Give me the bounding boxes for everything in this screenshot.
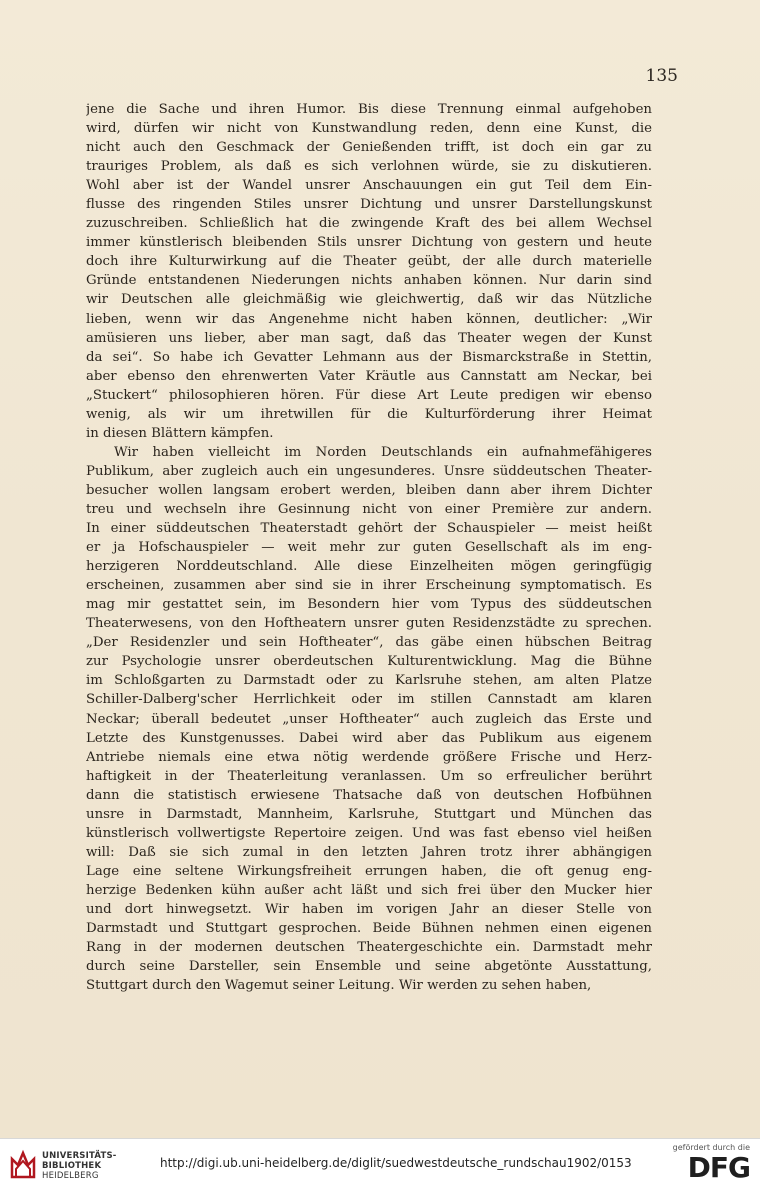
text-line: Theaterwesens, von den Hoftheatern unsrer guten Residenzstädte zu sprechen. bbox=[86, 616, 652, 632]
text-line: will: Daß sie sich zumal in den letzten Jahren trotz ihrer abhängigen bbox=[86, 844, 652, 860]
library-name-line: HEIDELBERG bbox=[42, 1171, 99, 1181]
funding-note: gefördert durch die bbox=[672, 1143, 750, 1152]
text-line: mag mir gestattet sein, im Besondern hier vom Typus des süddeutschen bbox=[86, 597, 652, 613]
text-line: amüsieren uns lieber, aber man sagt, daß das Theater wegen der Kunst bbox=[86, 330, 652, 346]
text-line: Stuttgart durch den Wagemut seiner Leitung. Wir werden zu sehen haben, bbox=[86, 978, 592, 994]
text-line: Publikum, aber zugleich auch ein ungesunderes. Unsre süddeutschen Theater- bbox=[86, 463, 652, 479]
funder-credit bbox=[650, 1143, 750, 1187]
text-line: treu und wechseln ihre Gesinnung nicht von einer Première zur andern. bbox=[86, 501, 652, 517]
text-line: Antriebe niemals eine etwa nötig werdende größere Frische und Herz- bbox=[86, 749, 652, 765]
paragraph bbox=[86, 100, 652, 443]
text-line: doch ihre Kulturwirkung auf die Theater geübt, der alle durch materielle bbox=[86, 254, 652, 270]
text-line: besucher wollen langsam erobert werden, bleiben dann aber ihrem Dichter bbox=[86, 482, 652, 498]
dfg-logo[interactable]: DFG bbox=[687, 1151, 750, 1184]
text-line: Neckar; überall bedeutet „unser Hoftheater“ auch zugleich das Erste und bbox=[86, 711, 652, 727]
text-line: lieben, wenn wir das Angenehme nicht haben können, deutlicher: „Wir bbox=[86, 311, 652, 327]
text-line: zur Psychologie unsrer oberdeutschen Kulturentwicklung. Mag die Bühne bbox=[86, 654, 652, 670]
text-line: nicht auch den Geschmack der Genießenden trifft, ist doch ein gar zu bbox=[86, 140, 652, 156]
text-line: er ja Hofschauspieler — weit mehr zur guten Gesellschaft als im eng- bbox=[86, 540, 652, 556]
text-line: und dort hinwegsetzt. Wir haben im vorigen Jahr an dieser Stelle von bbox=[86, 901, 652, 917]
page-number: 135 bbox=[645, 66, 678, 86]
text-line: „Stuckert“ philosophieren hören. Für diese Art Leute predigen wir ebenso bbox=[86, 387, 652, 403]
text-line: herzigeren Norddeutschland. Alle diese Einzelheiten mögen geringfügig bbox=[86, 559, 652, 575]
text-line: Wohl aber ist der Wandel unsrer Anschauungen ein gut Teil dem Ein- bbox=[86, 178, 652, 194]
text-line: „Der Residenzler und sein Hoftheater“, das gäbe einen hübschen Beitrag bbox=[86, 635, 652, 651]
text-line: jene die Sache und ihren Humor. Bis diese Trennung einmal aufgehoben bbox=[86, 102, 652, 117]
library-name bbox=[42, 1151, 117, 1181]
paragraph bbox=[86, 443, 652, 995]
text-line: In einer süddeutschen Theaterstadt gehört der Schauspieler — meist heißt bbox=[86, 521, 652, 537]
text-line: immer künstlerisch bleibenden Stils unsrer Dichtung von gestern und heute bbox=[86, 235, 652, 251]
text-line: Letzte des Kunstgenusses. Dabei wird aber das Publikum aus eigenem bbox=[86, 730, 652, 746]
text-line: herzige Bedenken kühn außer acht läßt und sich frei über den Mucker hier bbox=[86, 882, 652, 898]
text-line: trauriges Problem, als daß es sich verlohnen würde, sie zu diskutieren. bbox=[86, 159, 652, 175]
text-line: wird, dürfen wir nicht von Kunstwandlung reden, denn eine Kunst, die bbox=[86, 121, 652, 137]
library-name-line: UNIVERSITÄTS- bbox=[42, 1151, 117, 1161]
text-line: wenig, als wir um ihretwillen für die Kulturförderung ihrer Heimat bbox=[86, 406, 652, 422]
text-line: Lage eine seltene Wirkungsfreiheit errungen haben, die oft genug eng- bbox=[86, 863, 652, 879]
text-line: aber ebenso den ehrenwerten Vater Kräutle aus Cannstatt am Neckar, bei bbox=[86, 368, 652, 384]
text-line: Rang in der modernen deutschen Theatergeschichte ein. Darmstadt mehr bbox=[86, 940, 652, 956]
text-line: zuzuschreiben. Schließlich hat die zwingende Kraft des bei allem Wechsel bbox=[86, 216, 652, 232]
text-line: unsre in Darmstadt, Mannheim, Karlsruhe, Stuttgart und München das bbox=[86, 806, 652, 822]
text-line: haftigkeit in der Theaterleitung veranlassen. Um so erfreulicher berührt bbox=[86, 768, 652, 784]
body-text bbox=[86, 100, 652, 995]
text-line: Schiller-Dalberg'scher Herrlichkeit oder im stillen Cannstadt am klaren bbox=[86, 692, 652, 708]
text-line: erscheinen, zusammen aber sind sie in ihrer Erscheinung symptomatisch. Es bbox=[86, 578, 652, 594]
text-line: wir Deutschen alle gleichmäßig wie gleichwertig, daß wir das Nützliche bbox=[86, 292, 652, 308]
text-line: Wir haben vielleicht im Norden Deutschlands ein aufnahmefähigeres bbox=[114, 444, 652, 460]
text-line: dann die statistisch erwiesene Thatsache daß von deutschen Hofbühnen bbox=[86, 787, 652, 803]
library-emblem-icon bbox=[8, 1147, 38, 1183]
library-name-line: BIBLIOTHEK bbox=[42, 1161, 102, 1171]
university-library-logo[interactable] bbox=[8, 1147, 138, 1183]
text-line: im Schloßgarten zu Darmstadt oder zu Karlsruhe stehen, am alten Platze bbox=[86, 673, 652, 689]
text-line: durch seine Darsteller, sein Ensemble und seine abgetönte Ausstattung, bbox=[86, 959, 652, 975]
text-line: in diesen Blättern kämpfen. bbox=[86, 425, 274, 441]
text-line: da sei“. So habe ich Gevatter Lehmann aus der Bismarckstraße in Stettin, bbox=[86, 349, 652, 365]
text-line: Darmstadt und Stuttgart gesprochen. Beide Bühnen nehmen einen eigenen bbox=[86, 921, 652, 937]
text-line: flusse des ringenden Stiles unsrer Dichtung und unsrer Darstellungskunst bbox=[86, 197, 652, 213]
viewer-footer bbox=[0, 1138, 760, 1191]
text-line: Gründe entstandenen Niederungen nichts anhaben können. Nur darin sind bbox=[86, 273, 652, 289]
permalink-url[interactable]: http://digi.ub.uni-heidelberg.de/diglit/suedwestdeutsche_rundschau1902/0153 bbox=[160, 1156, 632, 1170]
text-line: künstlerisch vollwertigste Repertoire zeigen. Und was fast ebenso viel heißen bbox=[86, 825, 652, 841]
